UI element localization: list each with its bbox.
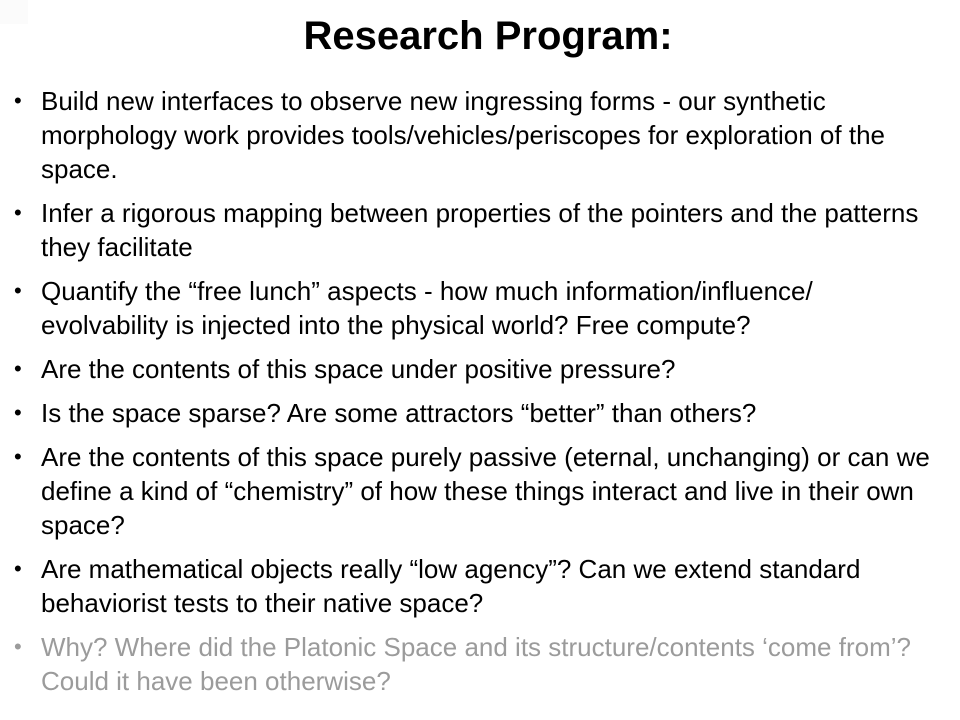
- slide-title: Research Program:: [303, 14, 673, 58]
- bullet-item: [0, 396, 940, 430]
- bullet-text: Why? Where did the Platonic Space and its structure/contents ‘come from’? Could it have been otherwise?: [41, 632, 911, 696]
- bullet-text: Are the contents of this space under positive pressure?: [41, 354, 676, 384]
- bullet-text: Quantify the “free lunch” aspects - how much information/influence/ evolvability is injected into the physical world? Free compute?: [41, 276, 813, 340]
- bullet-text: Is the space sparse? Are some attractors “better” than others?: [41, 398, 757, 428]
- bullet-icon: •: [14, 88, 22, 113]
- bullet-icon: •: [14, 556, 22, 581]
- bullet-icon: •: [14, 200, 22, 225]
- bullet-item-muted: [0, 630, 940, 698]
- bullet-item: [0, 196, 940, 264]
- bullet-item: [0, 440, 940, 542]
- bullet-item: [0, 84, 940, 186]
- bullet-text: Are mathematical objects really “low agency”? Can we extend standard behaviorist tests to their native space?: [41, 554, 861, 618]
- bullet-text: Infer a rigorous mapping between properties of the pointers and the patterns they facilitate: [41, 198, 919, 262]
- bullet-item: [0, 552, 940, 620]
- bullet-item: [0, 352, 940, 386]
- bullet-text: Are the contents of this space purely passive (eternal, unchanging) or can we define a kind of “chemistry” of how these things interact and live in their own space?: [41, 442, 930, 540]
- bullet-list: [0, 84, 940, 708]
- bullet-icon: •: [14, 634, 22, 659]
- bullet-icon: •: [14, 278, 22, 303]
- bullet-icon: •: [14, 356, 22, 381]
- bullet-item: [0, 274, 940, 342]
- bullet-icon: •: [14, 400, 22, 425]
- bullet-icon: •: [14, 444, 22, 469]
- bullet-text: Build new interfaces to observe new ingressing forms - our synthetic morphology work provides tools/vehicles/periscopes for exploration of the space.: [41, 86, 885, 184]
